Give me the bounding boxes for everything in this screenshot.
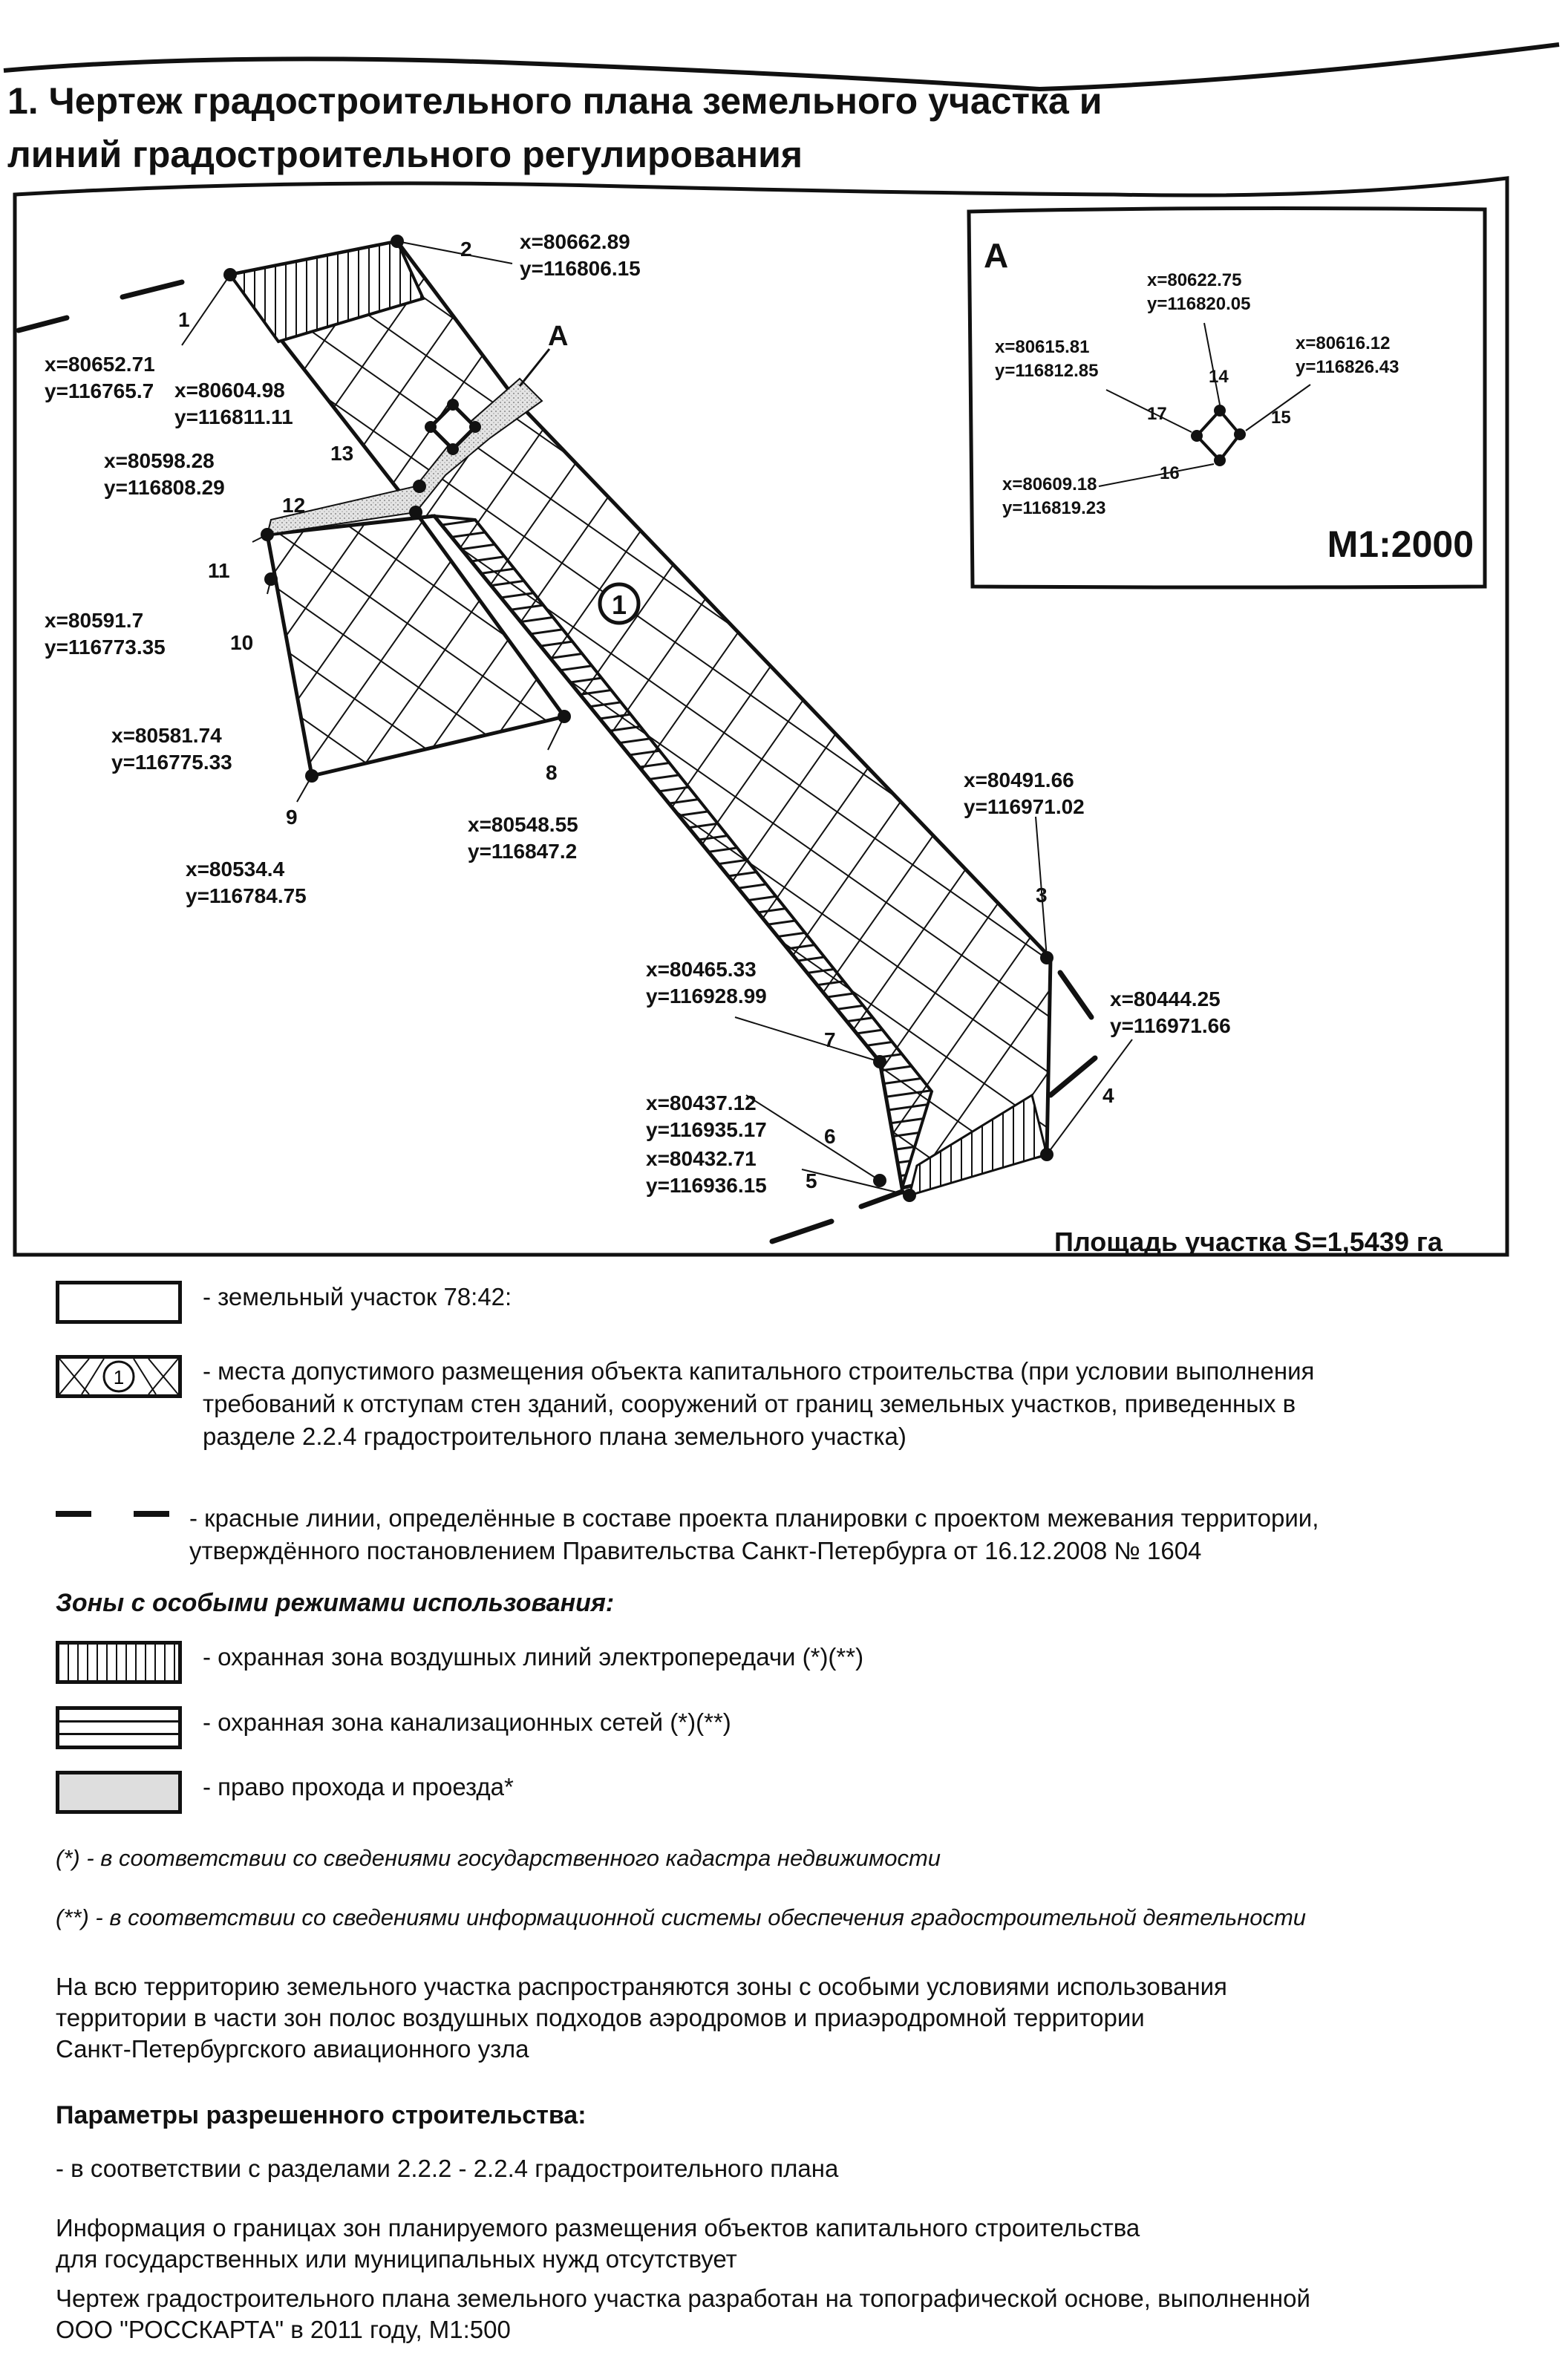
point-number-4: 4 xyxy=(1102,1084,1114,1107)
point-2-x-coordinate: x=80662.89 xyxy=(520,230,630,253)
land-plot-swatch xyxy=(56,1281,182,1324)
point-number-3: 3 xyxy=(1036,884,1048,907)
title-line-1: 1. Чертеж градостроительного плана земельного участка и xyxy=(7,80,1102,122)
airport-zone-line-2: территории в части зон полос воздушных подходов аэродромов и приаэродромной территории xyxy=(56,2004,1145,2031)
inset-point-16-x-coordinate: x=80609.18 xyxy=(1002,474,1097,494)
zone-1-marker xyxy=(600,584,638,623)
point-number-8: 8 xyxy=(546,761,558,784)
point-3-x-coordinate: x=80491.66 xyxy=(964,768,1074,791)
point-5-y-coordinate: y=116936.15 xyxy=(646,1174,767,1197)
legend-buildable-line-2: требований к отступам стен зданий, сооружений от границ земельных участков, приведенных в xyxy=(203,1390,1296,1417)
leader-line-9 xyxy=(297,776,312,802)
red-lines-swatch xyxy=(56,1502,182,1524)
power-line-zone-swatch xyxy=(56,1641,182,1684)
legend-item-buildable-area xyxy=(56,1355,1314,1453)
inset-point-16-y-coordinate: y=116819.23 xyxy=(1002,498,1106,518)
point-2-y-coordinate: y=116806.15 xyxy=(520,257,641,280)
point-4-x-coordinate: x=80444.25 xyxy=(1110,987,1221,1010)
buildable-area-swatch xyxy=(56,1355,182,1398)
point-13-x-coordinate: x=80604.98 xyxy=(174,379,285,402)
point-12-y-coordinate: y=116808.29 xyxy=(104,476,225,499)
legend-item-power-line-zone xyxy=(56,1641,863,1684)
zone-1-buildable-area xyxy=(230,241,1051,1188)
inset-point-number-17: 17 xyxy=(1147,404,1167,424)
point-10-x-coordinate: x=80581.74 xyxy=(111,724,222,747)
legend-power-line-zone-text: - охранная зона воздушных линий электропередачи (*)(**) xyxy=(203,1643,864,1671)
airport-zone-note xyxy=(56,1971,1227,2065)
point-number-1: 1 xyxy=(178,308,190,331)
point-number-9: 9 xyxy=(286,806,298,829)
point-9-y-coordinate: y=116784.75 xyxy=(186,884,307,907)
title-frame-line xyxy=(4,45,1559,89)
legend-buildable-line-3: разделе 2.2.4 градостроительного плана земельного участка) xyxy=(203,1423,906,1450)
inset-point-17-x-coordinate: x=80615.81 xyxy=(995,337,1090,357)
leader-line-2 xyxy=(397,241,512,264)
info-line-1: Информация о границах зон планируемого размещения объектов капитального строительства xyxy=(56,2214,1140,2241)
plot-area-label: Площадь участка S=1,5439 га xyxy=(1054,1227,1443,1257)
legend-item-land-plot xyxy=(56,1281,512,1324)
sewer-zone-swatch xyxy=(56,1706,182,1749)
point-13-y-coordinate: y=116811.11 xyxy=(174,405,293,428)
legend-item-passage-zone xyxy=(56,1771,514,1814)
inset-point-14-x-coordinate: x=80622.75 xyxy=(1147,270,1242,290)
params-heading: Параметры разрешенного строительства: xyxy=(56,2101,587,2129)
zones-heading: Зоны с особыми режимами использования: xyxy=(56,1589,615,1617)
legend-item-sewer-zone xyxy=(56,1706,731,1749)
point-11-y-coordinate: y=116773.35 xyxy=(45,636,166,659)
legend-buildable-line-1: - места допустимого размещения объекта капитального строительства (при условии выполнения xyxy=(203,1357,1315,1385)
point-9-x-coordinate: x=80534.4 xyxy=(186,858,285,881)
airport-zone-line-3: Санкт-Петербургского авиационного узла xyxy=(56,2035,529,2063)
legend-red-lines-line-2: утверждённого постановлением Правительства Санкт-Петербурга от 16.12.2008 № 1604 xyxy=(189,1537,1202,1564)
point-12-x-coordinate: x=80598.28 xyxy=(104,449,215,472)
point-number-5: 5 xyxy=(806,1169,817,1192)
legend-red-lines-line-1: - красные линии, определённые в составе проекта планировки с проектом межевания территории, xyxy=(189,1504,1319,1532)
inset-point-number-14: 14 xyxy=(1209,367,1229,387)
footnote-cadastre: (*) - в соответствии со сведениями государственного кадастра недвижимости xyxy=(56,1845,941,1871)
point-6-x-coordinate: x=80437.12 xyxy=(646,1091,757,1114)
point-3-y-coordinate: y=116971.02 xyxy=(964,795,1085,818)
point-6-y-coordinate: y=116935.17 xyxy=(646,1118,767,1141)
inset-point-14-y-coordinate: y=116820.05 xyxy=(1147,294,1251,314)
point-number-6: 6 xyxy=(824,1125,836,1148)
footnote-isogd: (**) - в соответствии со сведениями информационной системы обеспечения градостроительной деятельности xyxy=(56,1904,1307,1930)
leader-line-4 xyxy=(1047,1039,1132,1155)
params-text: - в соответствии с разделами 2.2.2 - 2.2.4 градостроительного плана xyxy=(56,2155,839,2182)
point-1-x-coordinate: x=80652.71 xyxy=(45,353,155,376)
point-7-x-coordinate: x=80465.33 xyxy=(646,958,757,981)
legend-item-red-lines xyxy=(56,1502,1319,1567)
source-note xyxy=(56,2283,1310,2345)
title-line-2: линий градостроительного регулирования xyxy=(7,134,803,175)
point-11-x-coordinate: x=80591.7 xyxy=(45,609,144,632)
point-8-y-coordinate: y=116847.2 xyxy=(468,840,578,863)
inset-point-number-15: 15 xyxy=(1271,408,1291,428)
point-number-10: 10 xyxy=(230,631,254,654)
leader-line-5 xyxy=(802,1169,909,1195)
point-number-7: 7 xyxy=(824,1028,836,1051)
inset-a xyxy=(969,209,1485,587)
source-line-2: ООО "РОССКАРТА" в 2011 году, М1:500 xyxy=(56,2316,511,2343)
inset-point-15-y-coordinate: y=116826.43 xyxy=(1296,357,1399,377)
inset-scale: М1:2000 xyxy=(1327,523,1474,565)
point-4-y-coordinate: y=116971.66 xyxy=(1110,1014,1231,1037)
point-number-2: 2 xyxy=(460,238,472,261)
info-note xyxy=(56,2213,1140,2275)
point-1-y-coordinate: y=116765.7 xyxy=(45,379,154,402)
boundary-point-12 xyxy=(409,506,422,519)
svg-text:1: 1 xyxy=(113,1366,125,1388)
inset-point-15-x-coordinate: x=80616.12 xyxy=(1296,333,1391,353)
point-7-y-coordinate: y=116928.99 xyxy=(646,985,767,1008)
point-number-11: 11 xyxy=(208,559,230,582)
legend-land-plot-text: - земельный участок 78:42: xyxy=(203,1283,512,1310)
point-8-x-coordinate: x=80548.55 xyxy=(468,813,578,836)
inset-point-17-y-coordinate: y=116812.85 xyxy=(995,361,1099,381)
passage-zone-swatch xyxy=(56,1771,182,1814)
point-10-y-coordinate: y=116775.33 xyxy=(111,751,232,774)
point-number-13: 13 xyxy=(330,442,354,465)
airport-zone-line-1: На всю территорию земельного участка распространяются зоны с особыми условиями использования xyxy=(56,1973,1227,2000)
inset-point-number-16: 16 xyxy=(1160,463,1180,483)
info-line-2: для государственных или муниципальных нужд отсутствует xyxy=(56,2245,737,2273)
svg-text:1: 1 xyxy=(611,590,627,620)
point-number-12: 12 xyxy=(282,494,306,517)
callout-a-label: A xyxy=(548,321,569,352)
legend-passage-zone-text: - право прохода и проезда* xyxy=(203,1773,514,1800)
legend-sewer-zone-text: - охранная зона канализационных сетей (*)(**) xyxy=(203,1708,731,1736)
source-line-1: Чертеж градостроительного плана земельного участка разработан на топографической основе, выполненной xyxy=(56,2285,1310,2312)
point-5-x-coordinate: x=80432.71 xyxy=(646,1147,757,1170)
callout-a-leader xyxy=(520,349,549,386)
inset-title: A xyxy=(984,236,1009,275)
